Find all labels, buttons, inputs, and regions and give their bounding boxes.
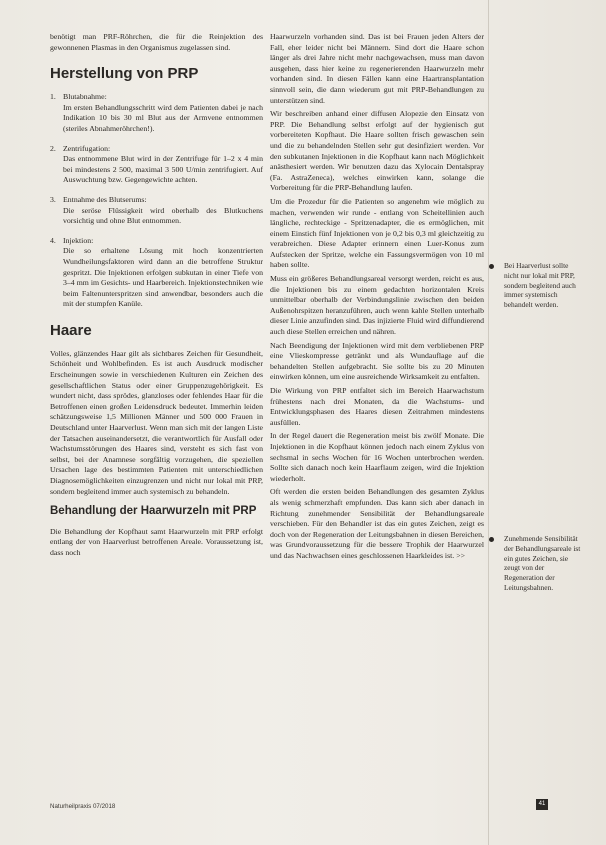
step-number: 1. <box>50 92 56 102</box>
heading-herstellung-prp: Herstellung von PRP <box>50 65 199 83</box>
haare-paragraph: Volles, glänzendes Haar gilt als sichtbares Zeichen für Gesundheit, Schönheit und Wohlbefinden. Es ist auch Ausdruck modischer Erscheinungen sowie in verschiedenen Kulturen ein Zeichen des gesellschaftlichen Status oder einer Gruppenzugehörigkeit. Es wundert nicht, dass sprödes, glanzloses oder fehlendes Haar für die Betroffenen einen großen Leidensdruck bedeutet. Immerhin leiden schätzungsweise 1,5 Millionen Männer und 500 000 Frauen in Deutschland unter Haarverlust. Wenn man sich mit der langen Liste der Tatsachen auseinandersetzt, die verantwortlich für Ausfall oder Wachstumsstörungen des Haares sind, versteht es sich fast von selbst, bei der Anamnese sorgfältig vorzugehen, die speziellen Ursachen lage des bestimmten Patienten mit unterschiedlichen Diagnosemöglichkeiten einzugrenzen und nicht nur lokal mit PRP, sondern begleitend immer auch systemisch zu behandeln. <box>50 348 263 496</box>
page-number: 41 <box>536 799 548 810</box>
step-number: 3. <box>50 194 56 204</box>
step-item <box>50 144 263 186</box>
body-paragraph: Haarwurzeln vorhanden sind. Das ist bei Frauen jeden Alters der Fall, eher leider nicht bei Männern. Sind dort die Haare schon länger als drei Jahre nicht mehr nachgewachsen, muss man davon ausgehen, dass hier keine zu regenerierenden Haarwurzeln mehr vorhanden sind. In diesen Fällen kann eine Haartransplantation sinnvoll sein, die dann wiederum gut mit PRP-Behandlungen zu unterstützen sind. <box>270 32 484 105</box>
step-title: Entnahme des Blutserums: <box>63 194 147 204</box>
intro-paragraph: benötigt man PRF-Röhrchen, die für die Reinjektion des gewonnenen Plasmas in den Organismus zugelassen sind. <box>50 32 263 52</box>
step-body: Das entnommene Blut wird in der Zentrifuge für 1–2 x 4 min bei mindestens 2 500, maximal 3 500 U/min zentrifugiert. Auf Auswuchtung bzw. Gegengewichte achten. <box>63 154 263 185</box>
body-paragraph: Um die Prozedur für die Patienten so angenehm wie möglich zu machen, verwenden wir runde - entlang von Scheitellinien auch längliche, rechteckige - Spritzenadapter, die es ermöglichen, mit einem Einstich fünf Injektionen von je 0,2 bis 0,3 ml gleichzeitig zu verabreichen. Diese Adapter erinnern einen Luer-Konus zum Aufstecken der Spritze, welche ein Fassungsvermögen von 10 ml haben sollte. <box>270 196 484 270</box>
step-body: Im ersten Behandlungsschritt wird dem Patienten dabei je nach Indikation 10 bis 30 ml Blut aus der Armvene entnommen (steriles Abnahmeröhrchen!). <box>63 102 263 133</box>
footer-publication: Naturheilpraxis 07/2018 <box>50 803 116 810</box>
body-paragraph: Oft werden die ersten beiden Behandlungen des gesamten Zyklus als wenig schmerzhaft empfunden. Das kann sich aber danach in Richtung zunehmender Sensibilität der Behandlungsareale verschieben. Für den Behandler ist das ein gutes Zeichen, zeigt es doch von der Regeneration der Leitungsbahnen in diesen Bereichen, was Grundvoraussetzung für die bessere Trophik der Haarwurzel und das Nachwachsen eines geschlossenen Haarkleides ist. >> <box>270 487 484 560</box>
side-note-sensibilitaet: Zunehmende Sensibilität der Behandlungsareale ist ein gutes Zeichen, sie zeugt von der Regeneration der Leitungsbahnen. <box>504 534 581 592</box>
body-paragraph: Nach Beendigung der Injektionen wird mit dem verbliebenen PRP eine Vlieskompresse getränkt und als Wundauflage auf die behandelten Stellen aufgebracht. Sie sollte bis zu 20 Minuten einwirken können, um eine ausreichende Wirksamkeit zu entfalten. <box>270 340 484 382</box>
body-paragraph: Wir beschreiben anhand einer diffusen Alopezie den Einsatz von PRP. Die Behandlung selbst erfolgt auf der hygienisch gut vorbereiteten Kopfhaut. Die Haare sollten frisch gewaschen sein und die zu behandelnden Stellen sehr gut desinfiziert werden. Vor den subkutanen Injektionen in die Kopfhaut kann nach Möglichkeit anästhesiert werden. Wir benutzen dazu das Xylocain Dentalspray (Fa. AstraZeneca), welches einwirken kann, solange die Vorbereitung für die PRP-Behandlung laufen. <box>270 109 484 193</box>
middle-column <box>270 32 484 565</box>
body-paragraph: Die Wirkung von PRP entfaltet sich im Bereich Haarwachstum frühestens nach drei Monaten, da die Wachstums- und Entwicklungsphasen des Haares diesen Zeitrahmen mindestens ausfüllen. <box>270 386 484 427</box>
step-title: Blutabnahme: <box>63 92 107 102</box>
side-note-bullet <box>489 264 494 269</box>
step-title: Injektion: <box>63 235 94 245</box>
left-column <box>50 32 263 561</box>
step-item <box>50 195 263 227</box>
step-number: 2. <box>50 143 56 153</box>
margin-divider <box>488 0 489 845</box>
side-note-bullet <box>489 537 494 542</box>
behandlung-paragraph: Die Behandlung der Kopfhaut samt Haarwurzeln mit PRP erfolgt entlang der von Haarverlust betroffenen Areale. Voraussetzung ist, dass noch <box>50 526 263 557</box>
step-body: Die seröse Flüssigkeit wird oberhalb des Blutkuchens vorsichtig und ohne Blut entnommen. <box>63 205 263 226</box>
prp-steps-list <box>50 92 263 310</box>
step-body: Die so erhaltene Lösung mit hoch konzentrierten Wundheilungsfaktoren wird dann an die betroffene Struktur gespritzt. Die Injektionen erfolgen subkutan in einer Tiefe von 3–4 mm im Gesichts- und Haarbereich. Injektionstechniken wie beim Faltenunterspritzen sind anwendbar, besonders auch die mit der stumpfen Kanüle. <box>63 246 263 309</box>
step-item <box>50 236 263 310</box>
side-note-haarverlust: Bei Haarverlust sollte nicht nur lokal mit PRP, sondern begleitend auch immer systemisch behandelt werden. <box>504 261 576 310</box>
step-number: 4. <box>50 235 56 245</box>
body-paragraph: Muss ein größeres Behandlungsareal versorgt werden, reicht es aus, die Injektionen bis zu einem gedachten horizontalen Kreis unmittelbar oberhalb der Verbindungslinie zwischen den beiden Außenohrspitzen heranzuführen, auch wenn kahle Stellen unterhalb dieser Linie anzufinden sind. Das injizierte Fluid wird diffundierend auch diese Stellen erreichen und nähren. <box>270 274 484 337</box>
heading-haare: Haare <box>50 321 92 339</box>
step-item <box>50 92 263 134</box>
body-paragraph: In der Regel dauert die Regeneration meist bis zwölf Monate. Die Injektionen in die Kopfhaut können jedoch nach einem Zyklus von sechsmal in sechs Wochen für 16 Wochen unterbrochen werden. Sollte sich danach noch kein Haarflaum zeigen, wird die Injektion wiederholt. <box>270 431 484 483</box>
heading-behandlung-haarwurzeln: Behandlung der Haarwurzeln mit PRP <box>50 505 257 518</box>
step-title: Zentrifugation: <box>63 143 111 153</box>
